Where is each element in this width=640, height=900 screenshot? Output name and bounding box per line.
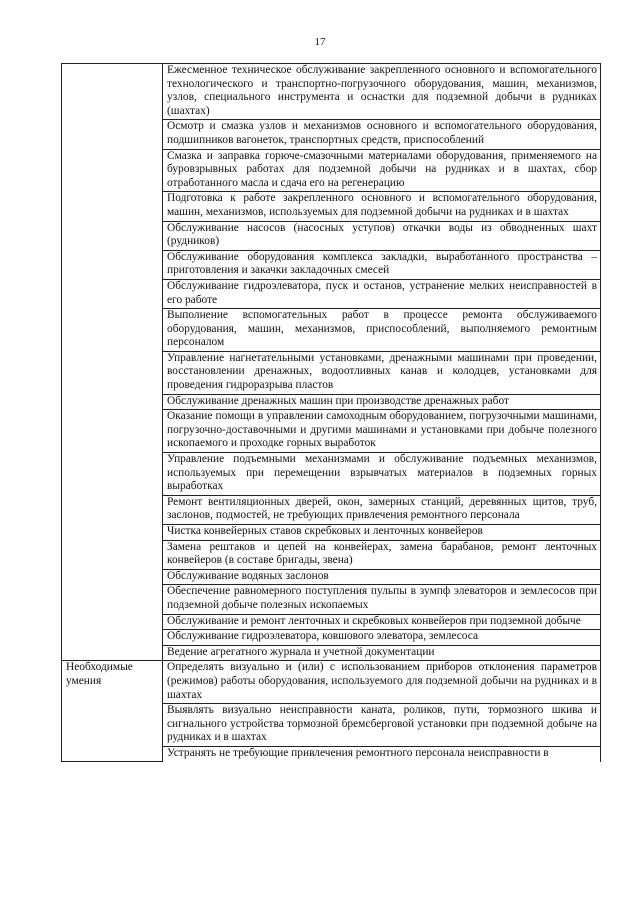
row-heading-cell xyxy=(62,661,163,762)
row-content-cell xyxy=(163,746,601,761)
row-content-cell xyxy=(163,309,601,352)
row-content-cell xyxy=(163,585,601,614)
row-content: Обслуживание насосов (насосных уступов) откачки воды из обводненных шахт (рудников) xyxy=(167,221,597,248)
row-content: Ведение агрегатного журнала и учетной документации xyxy=(167,645,435,658)
row-content: Выполнение вспомогательных работ в процессе ремонта обслуживаемого оборудования, машин, механизмов, приспособлений, выполняемого ремонтным персоналом xyxy=(167,309,597,349)
row-content: Обслуживание оборудования комплекса закладки, выработанного пространства – приготовления и закачки закладочных смесей xyxy=(167,250,597,277)
row-content: Устранять не требующие привлечения ремонтного персонала неисправности в xyxy=(167,746,549,759)
table-row xyxy=(62,64,601,120)
row-content-cell xyxy=(163,630,601,646)
row-content-cell xyxy=(163,394,601,410)
row-content: Замена рештаков и цепей на конвейерах, замена барабанов, ремонт ленточных конвейеров (в составе бригады, звена) xyxy=(167,540,597,567)
row-content-cell xyxy=(163,250,601,279)
page-number: 17 xyxy=(314,36,326,48)
row-content: Осмотр и смазка узлов и механизмов основного и вспомогательного оборудования, подшипников вагонеток, транспортных средств, приспособлений xyxy=(167,120,597,146)
row-content: Обслуживание и ремонт ленточных и скребковых конвейеров при подземной добыче xyxy=(167,614,581,627)
row-content-cell xyxy=(163,149,601,192)
row-content: Выявлять визуально неисправности каната, роликов, пути, тормозного шкива и сигнального устройства тормозной бремсберговой установки при подземной добыче на рудниках и в шахтах xyxy=(167,704,597,744)
row-content-cell xyxy=(163,120,601,149)
row-content-cell xyxy=(163,453,601,496)
row-content: Ежесменное техническое обслуживание закрепленного основного и вспомогательного технологического и транспортно-погрузочного оборудования, машин, механизмов, узлов, специального инструмента и оснастки для подземной добычи в рудниках (шахтах) xyxy=(167,64,597,117)
requirements-table xyxy=(61,63,601,762)
row-content: Обеспечение равномерного поступления пульпы в зумпф элеваторов и землесосов при подземной добыче полезных ископаемых xyxy=(167,585,597,611)
row-content-cell xyxy=(163,645,601,661)
row-content-cell xyxy=(163,525,601,541)
row-content-cell xyxy=(163,704,601,747)
row-content: Чистка конвейерных ставов скребковых и ленточных конвейеров xyxy=(167,525,483,537)
row-heading-cell xyxy=(62,64,163,661)
row-content-cell xyxy=(163,192,601,221)
table-row xyxy=(62,661,601,704)
row-content: Обслуживание гидроэлеватора, ковшового элеватора, землесоса xyxy=(167,630,478,643)
row-content-cell xyxy=(163,221,601,250)
row-content-cell xyxy=(163,351,601,394)
row-content-cell xyxy=(163,661,601,704)
row-content: Управление подъемными механизмами и обслуживание подъемных механизмов, используемых при перемещении взрывчатых материалов в подземных горных выработках xyxy=(167,453,597,493)
row-heading: Необходимые умения xyxy=(66,661,133,687)
row-content: Обслуживание гидроэлеватора, пуск и останов, устранение мелких неисправностей в его работе xyxy=(167,279,597,306)
row-content-cell xyxy=(163,410,601,453)
row-content-cell xyxy=(163,540,601,569)
row-content: Смазка и заправка горюче-смазочными материалами оборудования, применяемого на буровзрывных работах для подземной добычи на рудниках и в шахтах, сбор отработанного масла и сдача его на регенерацию xyxy=(167,149,597,189)
row-content: Ремонт вентиляционных дверей, окон, замерных станций, деревянных щитов, труб, заслонов, подмостей, не требующих привлечения ремонтного персонала xyxy=(167,495,597,522)
row-content-cell xyxy=(163,64,601,120)
row-content-cell xyxy=(163,614,601,630)
row-content-cell xyxy=(163,495,601,524)
table-body xyxy=(62,64,601,762)
row-content-cell xyxy=(163,279,601,308)
row-content: Обслуживание водяных заслонов xyxy=(167,569,329,582)
row-content-cell xyxy=(163,569,601,585)
row-content: Определять визуально и (или) с использованием приборов отклонения параметров (режимов) работы оборудования, используемого для подземной добычи на рудниках и в шахтах xyxy=(167,661,597,701)
row-content: Оказание помощи в управлении самоходным оборудованием, погрузочными машинами, погрузочно-доставочными и другими машинами и установками при добыче полезного ископаемого и проходке горных выработок xyxy=(167,410,597,450)
row-content: Подготовка к работе закрепленного основного и вспомогательного оборудования, машин, механизмов, используемых для подземной добычи на рудниках и в шахтах xyxy=(167,192,597,218)
row-content: Обслуживание дренажных машин при производстве дренажных работ xyxy=(167,394,509,407)
row-content: Управление нагнетательными установками, дренажными машинами при проведении, восстановлении дренажных, водоотливных канав и колодцев, установками для проведения гидроразрыва пластов xyxy=(167,351,597,392)
